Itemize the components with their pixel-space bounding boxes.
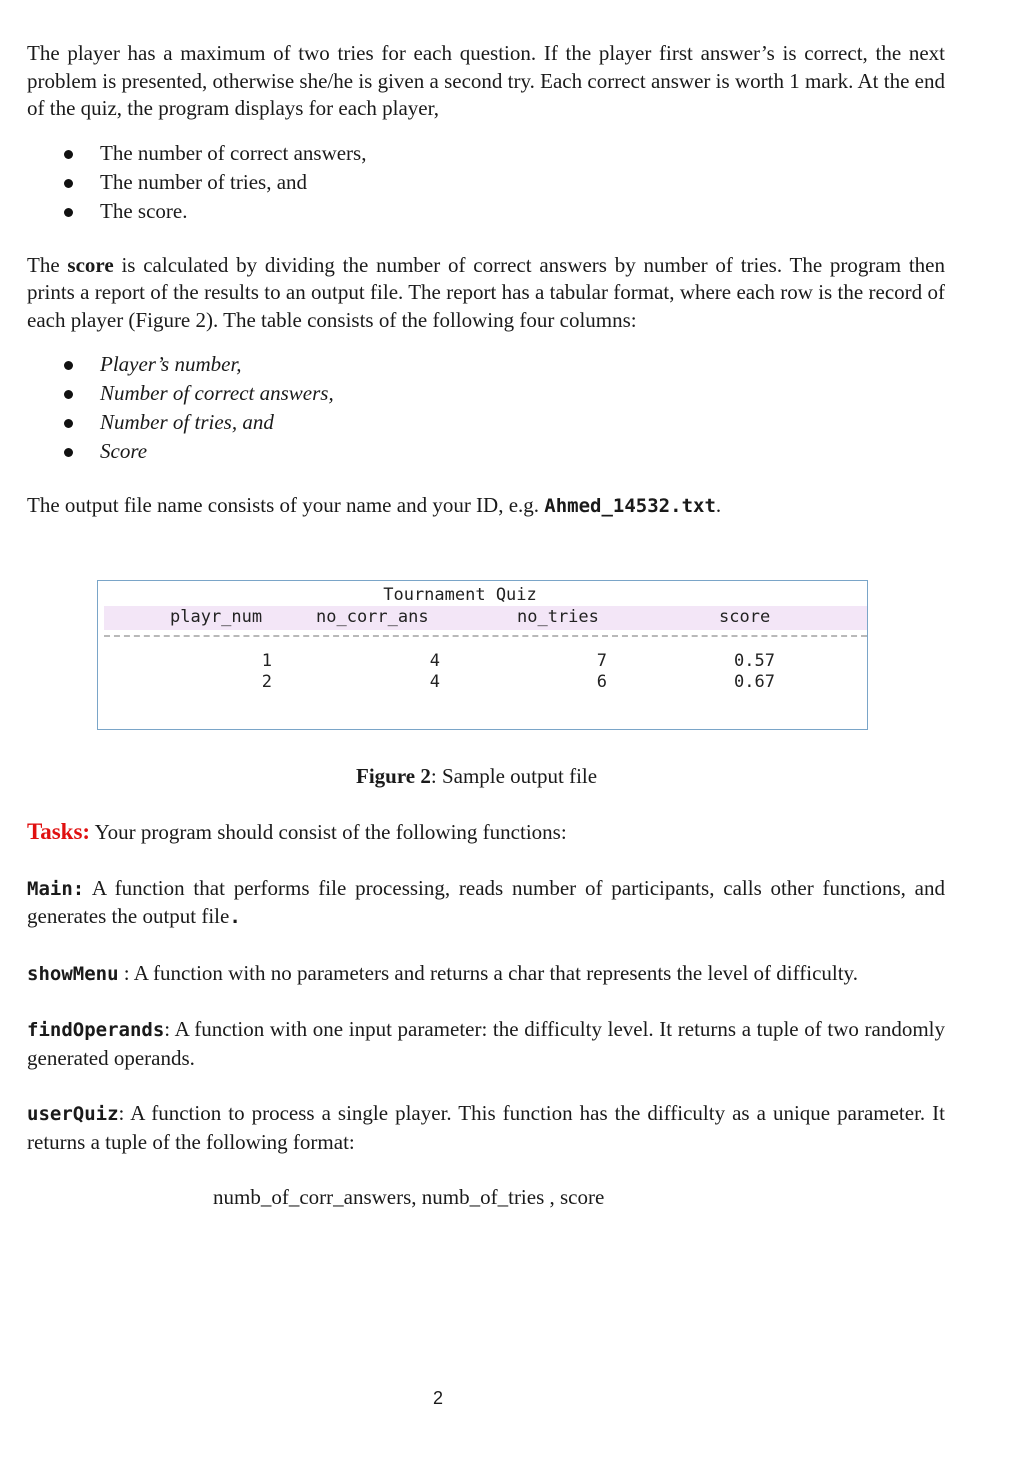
task-findoperands: findOperands: A function with one input parameter: the difficulty level. It returns a tuple of two randomly generated operands. — [27, 1017, 945, 1070]
column-header: score — [719, 607, 771, 627]
task-userquiz: userQuiz: A function to process a single player. This function has the difficulty as a unique parameter. It returns a tuple of the following format: — [27, 1101, 945, 1154]
list-item: Number of correct answers, — [27, 379, 945, 408]
intro-paragraph: The player has a maximum of two tries for each question. If the player first answer’s is correct, the next problem is presented, otherwise she/he is given a second try. Each correct answer is worth 1 mark. At the end of the quiz, the program displays for each player, — [27, 41, 945, 120]
function-name: showMenu — [27, 962, 119, 985]
column-header: playr_num — [170, 607, 263, 627]
sample-output-figure — [97, 580, 868, 730]
task-main: Main: A function that performs file processing, reads number of participants, calls other functions, and generates the output file. — [27, 875, 945, 928]
filename-example: Ahmed_14532.txt — [544, 495, 716, 517]
column-header: no_tries — [517, 607, 599, 627]
list-item: The score. — [27, 197, 945, 226]
divider — [104, 635, 867, 637]
display-list — [27, 139, 945, 226]
document-body — [27, 40, 945, 521]
function-name: Main: — [27, 877, 85, 900]
score-paragraph: The score is calculated by dividing the number of correct answers by number of tries. The program then prints a report of the results to an output file. The report has a tabular format, where each row is the record of each player (Figure 2). The table consists of the following four columns: — [27, 252, 945, 332]
list-item: The number of correct answers, — [27, 139, 945, 168]
table-cell: 7 — [596, 651, 607, 671]
list-item: The number of tries, and — [27, 168, 945, 197]
return-format: numb_of_corr_answers, numb_of_tries , score — [213, 1185, 605, 1209]
table-cell: 6 — [596, 672, 607, 692]
task-showmenu: showMenu : A function with no parameters and returns a char that represents the level of difficulty. — [27, 960, 858, 985]
page-number: 2 — [433, 1388, 444, 1408]
table-cell: 4 — [429, 672, 440, 692]
list-item: Score — [27, 437, 945, 466]
filename-paragraph: The output file name consists of your name and your ID, e.g. Ahmed_14532.txt. — [27, 493, 722, 517]
tasks-section — [27, 818, 945, 1212]
table-cell: 2 — [261, 672, 272, 692]
columns-list — [27, 350, 945, 466]
table-cell: 0.67 — [734, 672, 775, 692]
figure-caption: Figure 2: Sample output file — [356, 764, 598, 788]
table-row — [104, 651, 867, 672]
tasks-intro: Tasks: Your program should consist of the following functions: — [27, 819, 567, 844]
function-name: userQuiz — [27, 1103, 119, 1125]
table-row — [104, 672, 867, 693]
function-name: findOperands — [27, 1019, 165, 1041]
score-term: score — [67, 252, 114, 277]
list-item: Number of tries, and — [27, 408, 945, 437]
table-cell: 0.57 — [734, 651, 775, 671]
list-item: Player’s number, — [27, 350, 945, 379]
tasks-label: Tasks: — [27, 819, 91, 844]
table-header — [104, 606, 867, 630]
column-header: no_corr_ans — [316, 607, 429, 627]
figure-title: Tournament Quiz — [383, 585, 537, 605]
table-cell: 4 — [429, 651, 440, 671]
table-cell: 1 — [261, 651, 272, 671]
